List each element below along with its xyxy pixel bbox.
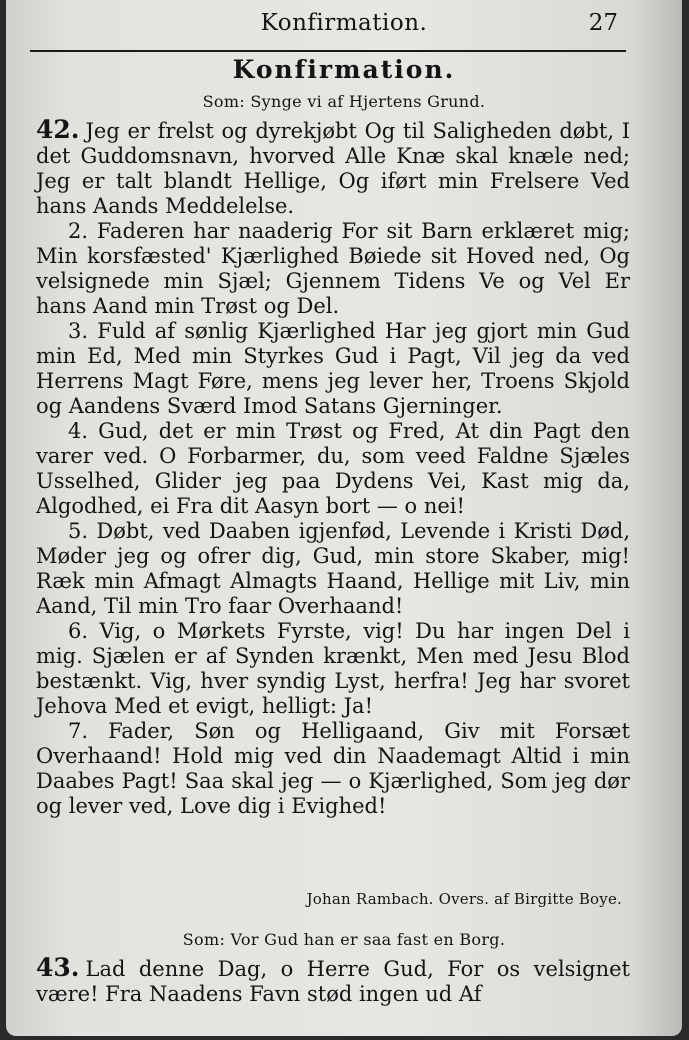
hymn-42-tune: Som: Synge vi af Hjertens Grund. xyxy=(202,92,486,111)
hymn-43 xyxy=(36,955,630,1007)
book-page xyxy=(6,0,682,1036)
hymn-43-verse-1 xyxy=(36,955,630,1007)
hymn-42-verse-2: 2. Faderen har naaderig For sit Barn erklæret mig; Min korsfæsted' Kjærlighed Bøiede sit Hoved ned, Og velsignede min Sjæl; Gjennem Tidens Ve og Vel Er hans Aand min Trøst og Del. xyxy=(36,219,630,318)
running-head xyxy=(6,6,682,42)
hymn-43-number: 43. xyxy=(36,953,80,982)
hymn-42 xyxy=(36,117,630,819)
hymn-42-verse-1 xyxy=(36,117,630,219)
header-rule xyxy=(30,50,626,52)
hymn-43-verse-1-text: Lad denne Dag, o Herre Gud, For os velsignet være! Fra Naadens Favn stød ingen ud Af xyxy=(36,957,630,1006)
page-number: 27 xyxy=(588,10,618,36)
hymn-43-tune: Som: Vor Gud han er saa fast en Borg. xyxy=(182,930,506,949)
hymn-42-author: Johan Rambach. Overs. af Birgitte Boye. xyxy=(306,890,622,908)
hymn-42-verse-1-text: Jeg er frelst og dyrekjøbt Og til Saligheden døbt, I det Guddomsnavn, hvorved Alle Knæ skal knæle ned; Jeg er talt blandt Hellige, Og iført min Frelsere Ved hans Aands Meddelelse. xyxy=(36,119,630,218)
running-title: Konfirmation. xyxy=(260,10,428,36)
hymn-42-number: 42. xyxy=(36,115,80,144)
hymn-42-verse-3: 3. Fuld af sønlig Kjærlighed Har jeg gjort min Gud min Ed, Med min Styrkes Gud i Pagt, Vil jeg da ved Herrens Magt Føre, mens jeg lever her, Troens Skjold og Aandens Sværd Imod Satans Gjerninger. xyxy=(36,319,630,418)
hymn-42-verse-6: 6. Vig, o Mørkets Fyrste, vig! Du har ingen Del i mig. Sjælen er af Synden krænkt, Men med Jesu Blod bestænkt. Vig, hver syndig Lyst, herfra! Jeg har svoret Jehova Med et evigt, helligt: Ja! xyxy=(36,619,630,718)
hymn-42-verse-7: 7. Fader, Søn og Helligaand, Giv mit Forsæt Overhaand! Hold mig ved din Naademagt Altid i min Daabes Pagt! Saa skal jeg — o Kjærlighed, Som jeg dør og lever ved, Love dig i Evighed! xyxy=(36,719,630,818)
hymn-42-verse-5: 5. Døbt, ved Daaben igjenfød, Levende i Kristi Død, Møder jeg og ofrer dig, Gud, min store Skaber, mig! Ræk min Afmagt Almagts Haand, Hellige mit Liv, min Aand, Til min Tro faar Overhaand! xyxy=(36,519,630,618)
hymn-section-title: Konfirmation. xyxy=(232,55,456,84)
hymn-42-verse-4: 4. Gud, det er min Trøst og Fred, At din Pagt den varer ved. O Forbarmer, du, som veed Faldne Sjæles Usselhed, Glider jeg paa Dydens Vei, Kast mig da, Algodhed, ei Fra dit Aasyn bort — o nei! xyxy=(36,419,630,518)
